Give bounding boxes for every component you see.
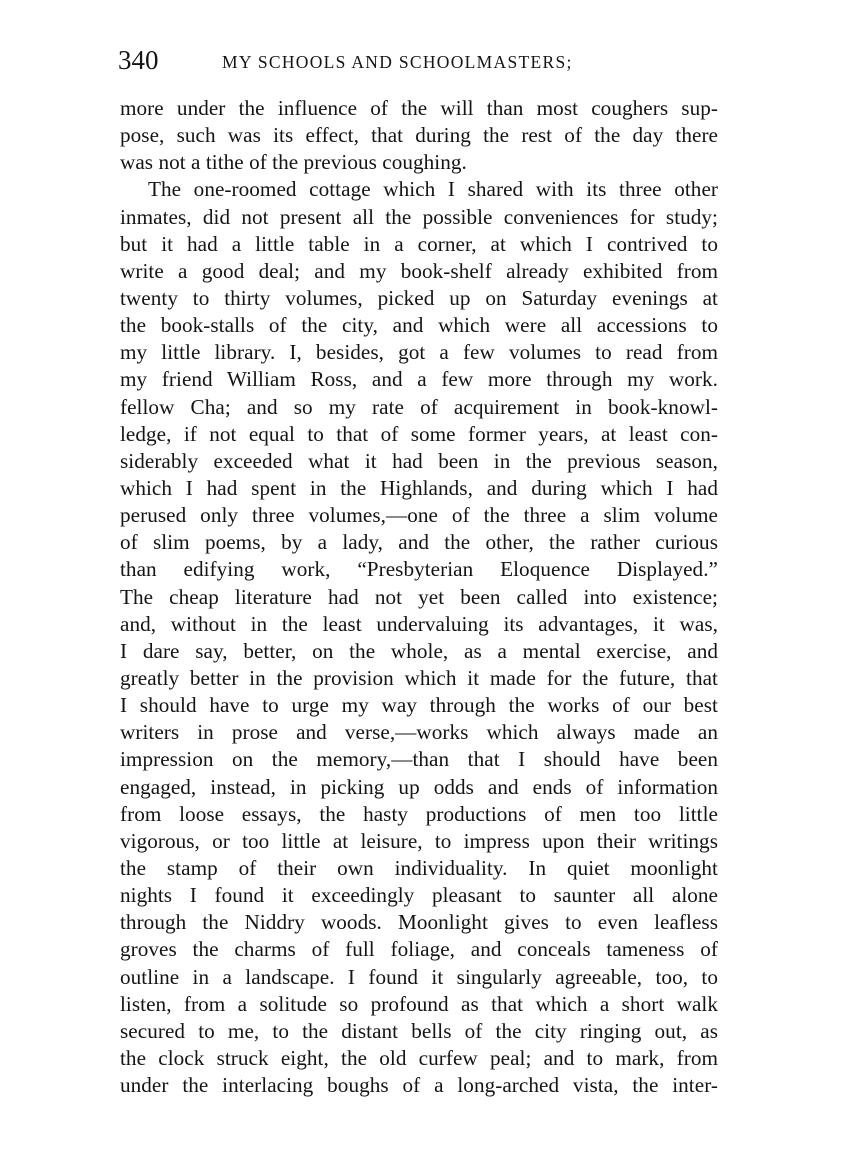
body-text <box>120 95 718 1099</box>
text-line: I dare say, better, on the whole, as a mental exercise, and <box>120 638 718 663</box>
text-line: nights I found it exceedingly pleasant to saunter all alone <box>120 883 718 908</box>
text-line: siderably exceeded what it had been in the previous season, <box>120 448 718 473</box>
text-line: from loose essays, the hasty productions of men too little <box>120 801 718 826</box>
running-header <box>118 42 718 78</box>
text-line: perused only three volumes,—one of the three a slim volume <box>120 503 718 528</box>
text-line: the stamp of their own individuality. In quiet moonlight <box>120 855 718 880</box>
text-line: my little library. I, besides, got a few volumes to read from <box>120 340 718 365</box>
text-line: but it had a little table in a corner, at which I contrived to <box>120 231 718 256</box>
text-line: twenty to thirty volumes, picked up on Saturday evenings at <box>120 285 718 310</box>
text-line: outline in a landscape. I found it singularly agreeable, too, to <box>120 964 718 989</box>
text-line: vigorous, or too little at leisure, to impress upon their writings <box>120 828 718 853</box>
text-line: listen, from a solitude so profound as that which a short walk <box>120 991 718 1016</box>
text-line: The one-roomed cottage which I shared with its three other <box>148 177 718 202</box>
text-line: writers in prose and verse,—works which always made an <box>120 720 718 745</box>
text-line: impression on the memory,—than that I should have been <box>120 747 718 772</box>
text-line: of slim poems, by a lady, and the other, the rather curious <box>120 530 718 555</box>
text-line: pose, such was its effect, that during the rest of the day there <box>120 123 718 148</box>
text-line: inmates, did not present all the possible conveniences for study; <box>120 204 718 229</box>
running-title: MY SCHOOLS AND SCHOOLMASTERS; <box>222 52 573 72</box>
text-line: more under the influence of the will than most coughers sup- <box>120 96 718 120</box>
text-line: than edifying work, “Presbyterian Eloquence Displayed.” <box>120 557 718 582</box>
text-line: the clock struck eight, the old curfew peal; and to mark, from <box>120 1045 718 1070</box>
text-line: through the Niddry woods. Moonlight gives to even leafless <box>120 910 718 935</box>
text-line: ledge, if not equal to that of some former years, at least con- <box>120 421 718 446</box>
text-line: groves the charms of full foliage, and conceals tameness of <box>120 937 718 962</box>
text-line: write a good deal; and my book-shelf already exhibited from <box>120 258 718 283</box>
text-line: fellow Cha; and so my rate of acquirement in book-knowl- <box>120 394 718 419</box>
text-line: and, without in the least undervaluing its advantages, it was, <box>120 611 718 636</box>
text-line: engaged, instead, in picking up odds and ends of information <box>120 774 718 799</box>
page-number: 340 <box>118 45 159 75</box>
text-line: my friend William Ross, and a few more through my work. <box>120 367 718 392</box>
text-line: greatly better in the provision which it made for the future, that <box>120 665 718 690</box>
text-line: which I had spent in the Highlands, and during which I had <box>120 475 718 500</box>
text-line: I should have to urge my way through the works of our best <box>120 693 718 718</box>
text-line: the book-stalls of the city, and which were all accessions to <box>120 313 718 338</box>
text-line: was not a tithe of the previous coughing. <box>120 150 467 175</box>
text-line: under the interlacing boughs of a long-arched vista, the inter- <box>120 1073 718 1098</box>
text-line: The cheap literature had not yet been called into existence; <box>120 584 718 609</box>
text-line: secured to me, to the distant bells of the city ringing out, as <box>120 1018 718 1043</box>
